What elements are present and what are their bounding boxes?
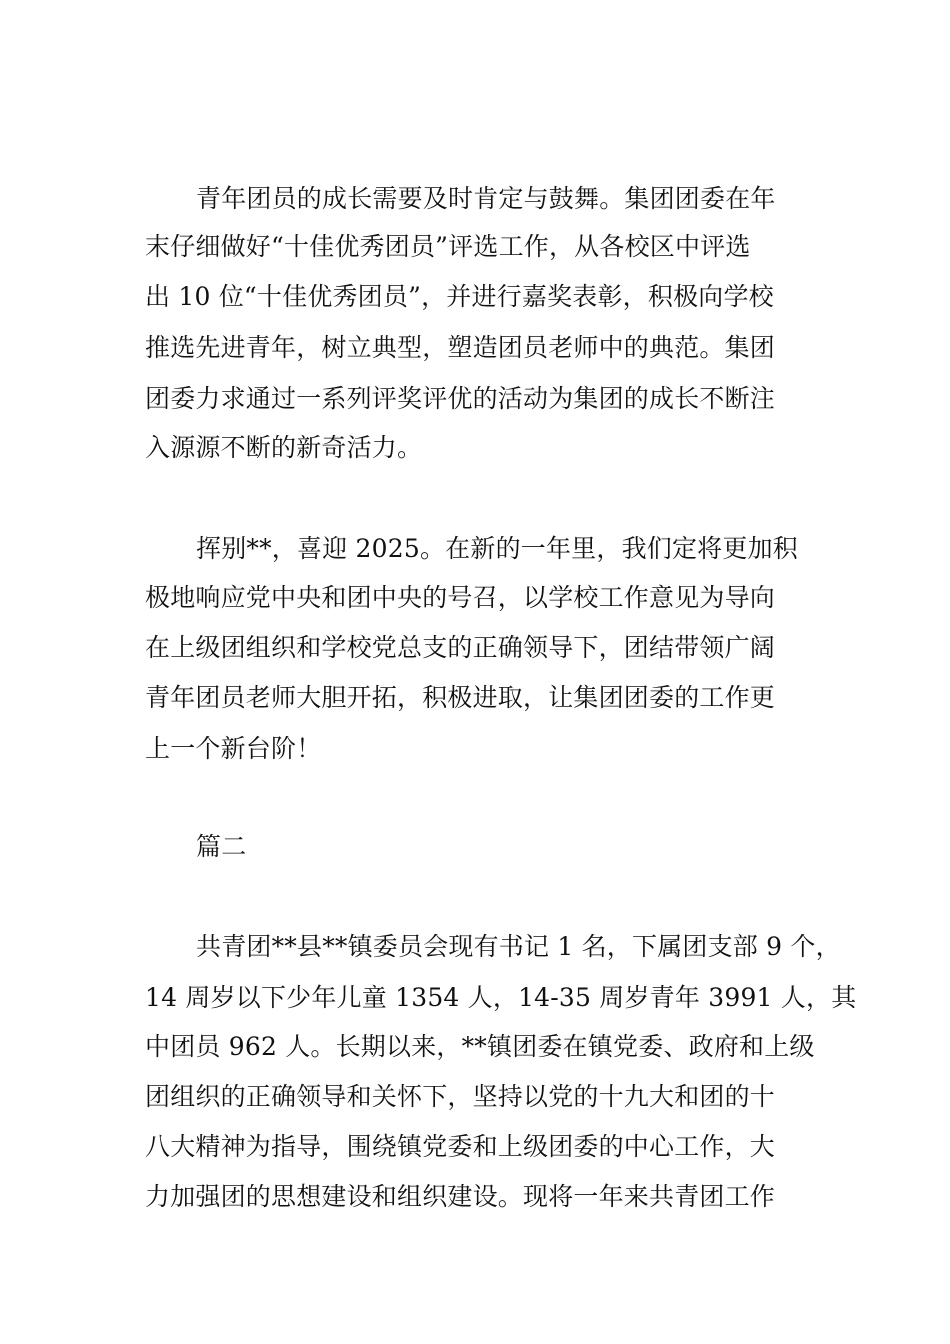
paragraph-3-line-5: 八大精神为指导，围绕镇党委和上级团委的中心工作，大: [145, 1132, 776, 1161]
paragraph-2-line-3: 在上级团组织和学校党总支的正确领导下，团结带领广阔: [145, 633, 776, 662]
paragraph-2-line-1: 挥别**，喜迎 2025。在新的一年里，我们定将更加积: [196, 534, 798, 563]
paragraph-1-line-5: 团委力求通过一系列评奖评优的活动为集团的成长不断注: [145, 384, 776, 413]
paragraph-1-line-1: 青年团员的成长需要及时肯定与鼓舞。集团团委在年: [196, 184, 776, 213]
paragraph-3-line-4: 团组织的正确领导和关怀下，坚持以党的十九大和团的十: [145, 1082, 776, 1111]
paragraph-3-line-3: 中团员 962 人。长期以来，**镇团委在镇党委、政府和上级: [145, 1032, 815, 1061]
paragraph-1-line-4: 推选先进青年，树立典型，塑造团员老师中的典范。集团: [145, 333, 776, 362]
paragraph-1-line-3: 出 10 位“十佳优秀团员”，并进行嘉奖表彰，积极向学校: [145, 282, 774, 311]
paragraph-2-line-5: 上一个新台阶！: [145, 734, 322, 763]
paragraph-2-line-4: 青年团员老师大胆开拓，积极进取，让集团团委的工作更: [145, 683, 776, 712]
paragraph-1-line-2: 末仔细做好“十佳优秀团员”评选工作，从各校区中评选: [145, 232, 751, 261]
paragraph-3-line-6: 力加强团的思想建设和组织建设。现将一年来共青团工作: [145, 1182, 776, 1211]
paragraph-1-line-6: 入源源不断的新奇活力。: [145, 433, 423, 462]
paragraph-3-line-2: 14 周岁以下少年儿童 1354 人，14-35 周岁青年 3991 人，其: [145, 983, 857, 1012]
section-heading: 篇二: [196, 832, 247, 861]
paragraph-3-line-1: 共青团**县**镇委员会现有书记 1 名，下属团支部 9 个，: [196, 932, 841, 961]
paragraph-2-line-2: 极地响应党中央和团中央的号召，以学校工作意见为导向: [145, 583, 776, 612]
